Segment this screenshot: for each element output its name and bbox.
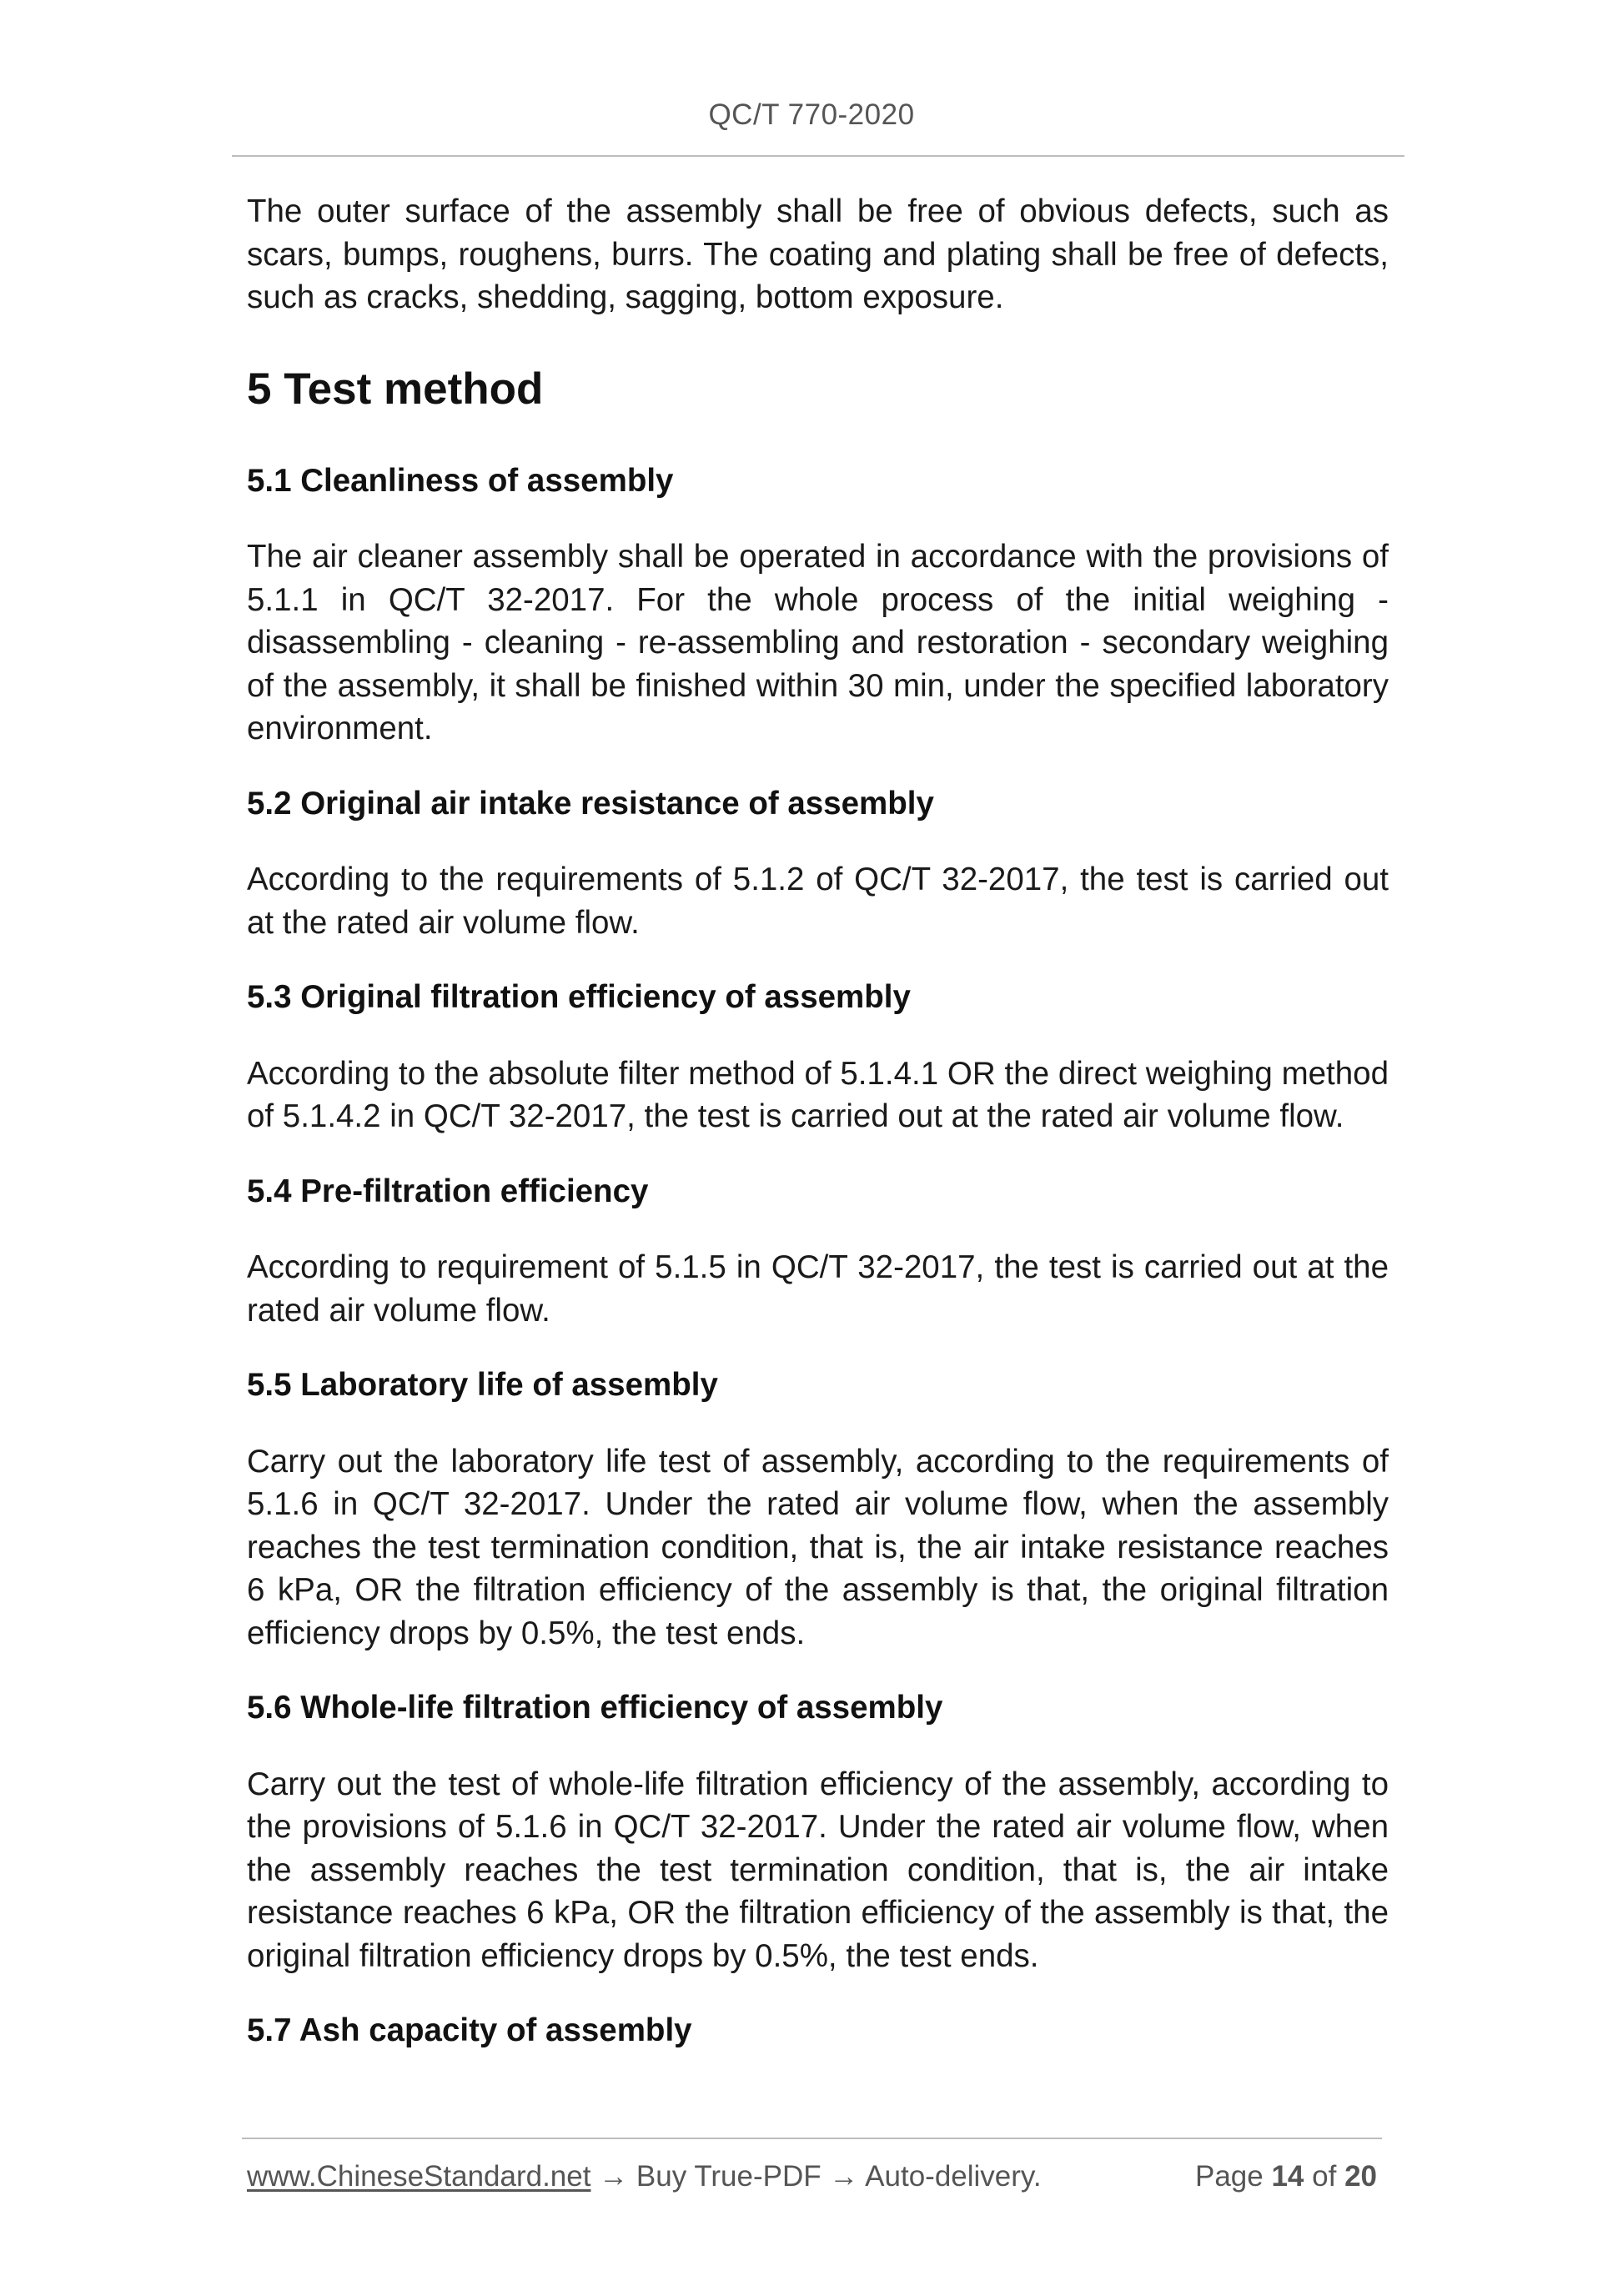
subsection-heading: 5.3 Original filtration efficiency of assembly <box>247 979 911 1015</box>
page-total-number: 20 <box>1344 2160 1377 2193</box>
website-link[interactable]: www.ChineseStandard.net <box>247 2160 591 2193</box>
intro-paragraph: The outer surface of the assembly shall be free of obvious defects, such as scars, bumps, roughens, burrs. The coating and plating shall be free of defects, such as cracks, shedding, sagging, bottom exposure. <box>247 193 1389 315</box>
subsection-heading: 5.5 Laboratory life of assembly <box>247 1367 718 1403</box>
subsection-heading: 5.7 Ash capacity of assembly <box>247 2012 692 2048</box>
subsection-paragraph: According to the absolute filter method of 5.1.4.1 OR the direct weighing method of 5.1.4.2 in QC/T 32-2017, the test is carried out at the rated air volume flow. <box>247 1055 1389 1134</box>
subsection-paragraph: The air cleaner assembly shall be operated in accordance with the provisions of 5.1.1 in QC/T 32-2017. For the whole process of the initial weighing - disassembling - cleaning - re-assembling and restoration - secondary weighing of the assembly, it shall be finished within 30 min, under the specified laboratory environment. <box>247 539 1389 746</box>
subsection-paragraph: According to requirement of 5.1.5 in QC/T 32-2017, the test is carried out at the rated air volume flow. <box>247 1249 1389 1329</box>
section-heading: 5 Test method <box>247 364 544 414</box>
page-footer <box>247 2160 1381 2202</box>
subsection-paragraph: According to the requirements of 5.1.2 of QC/T 32-2017, the test is carried out at the rated air volume flow. <box>247 862 1389 941</box>
subsection-paragraph: Carry out the test of whole-life filtration efficiency of the assembly, according to the provisions of 5.1.6 in QC/T 32-2017. Under the rated air volume flow, when the assembly reaches the test termination condition, that is, the air intake resistance reaches 6 kPa, OR the filtration efficiency of the assembly is that, the original filtration efficiency drops by 0.5%, the test ends. <box>247 1766 1389 1974</box>
subsection-heading: 5.2 Original air intake resistance of assembly <box>247 785 934 821</box>
page-current-number: 14 <box>1271 2160 1304 2193</box>
document-body <box>247 190 1389 2052</box>
header-divider <box>232 155 1404 157</box>
footer-divider <box>242 2138 1382 2139</box>
page-label: Page <box>1194 2160 1264 2193</box>
subsection-heading: 5.4 Pre-filtration efficiency <box>247 1173 649 1209</box>
footer-tagline: → Buy True-PDF → Auto-delivery. <box>590 2160 1042 2193</box>
subsection-heading: 5.6 Whole-life filtration efficiency of assembly <box>247 1690 943 1726</box>
page-header-title: QC/T 770-2020 <box>708 98 915 131</box>
footer-promo <box>247 2160 1042 2193</box>
page-indicator <box>1195 2160 1377 2193</box>
page-of-label: of <box>1312 2160 1337 2193</box>
subsection-paragraph: Carry out the laboratory life test of assembly, according to the requirements of 5.1.6 in QC/T 32-2017. Under the rated air volume flow, when the assembly reaches the test termination condition, that is, the air intake resistance reaches 6 kPa, OR the filtration efficiency of the assembly is that, the original filtration efficiency drops by 0.5%, the test ends. <box>247 1443 1389 1651</box>
subsection-heading: 5.1 Cleanliness of assembly <box>247 462 674 499</box>
